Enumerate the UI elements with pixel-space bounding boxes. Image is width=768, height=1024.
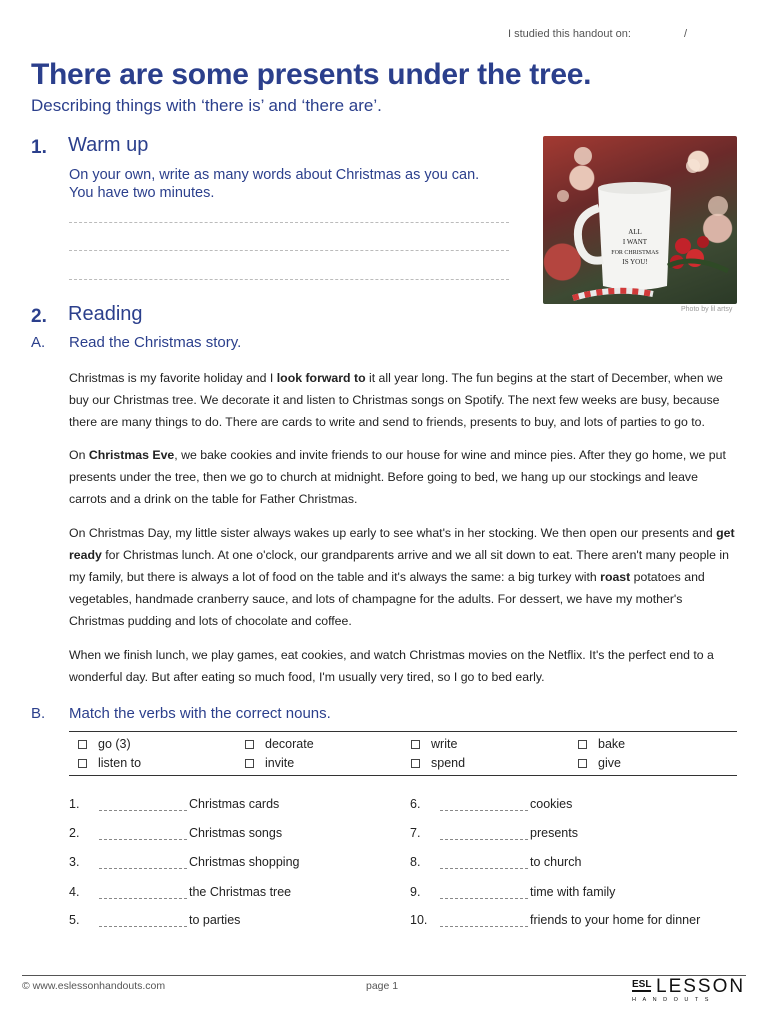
story-paragraph-3 <box>69 522 737 632</box>
verb-option[interactable] <box>78 737 131 751</box>
footer-website[interactable]: © www.eslessonhandouts.com <box>22 980 166 992</box>
item-noun: Christmas songs <box>189 826 283 840</box>
answer-blank[interactable] <box>440 898 528 899</box>
instruction-line-2: You have two minutes. <box>69 185 215 201</box>
verb-bank <box>69 731 737 776</box>
esl-lesson-handouts-logo <box>632 976 746 1006</box>
answer-blank[interactable] <box>440 810 528 811</box>
page-number: page 1 <box>366 980 399 992</box>
item-noun: cookies <box>530 797 573 811</box>
item-number: 8. <box>410 855 421 869</box>
story-text: potatoes and vegetables, handmade cranberry sauce, and lots of champagne for the adults. For dessert, we have my mother's Christmas pudding and lots of chocolate and coffee. <box>69 570 705 628</box>
story-bold-phrase: get ready <box>69 526 735 562</box>
item-noun: time with family <box>530 885 616 899</box>
item-noun: presents <box>530 826 578 840</box>
part-b-letter: B. <box>31 705 46 722</box>
item-number: 3. <box>69 855 80 869</box>
item-number: 10. <box>410 913 428 927</box>
verb-option[interactable] <box>245 737 314 751</box>
checkbox-icon[interactable] <box>245 759 254 768</box>
verb-option[interactable] <box>411 756 465 770</box>
verb-option[interactable] <box>578 756 621 770</box>
item-number: 1. <box>69 797 80 811</box>
date-slash: / <box>684 28 688 40</box>
warm-up-instruction <box>69 166 539 202</box>
studied-label: I studied this handout on: <box>508 28 631 40</box>
page-subtitle: Describing things with ‘there is’ and ‘there are’. <box>31 96 382 115</box>
logo-handouts: HANDOUTS <box>632 997 715 1003</box>
answer-line-2[interactable] <box>69 250 509 251</box>
mug-text-1: ALL <box>628 228 642 236</box>
checkbox-icon[interactable] <box>411 740 420 749</box>
story-text: for Christmas lunch. At one o'clock, our grandparents arrive and we all sit down to eat. There aren't many people in my family, but there is always a lot of food on the table and it's always the same: a big turkey with <box>69 548 729 584</box>
photo-credit: Photo by lil artsy <box>681 306 733 313</box>
story-bold-phrase: look forward to <box>276 371 366 385</box>
mug-text-3: FOR CHRISTMAS <box>611 250 659 256</box>
checkbox-icon[interactable] <box>78 759 87 768</box>
section-1-number: 1. <box>31 137 47 158</box>
part-a-title: Read the Christmas story. <box>69 334 242 351</box>
answer-blank[interactable] <box>99 898 187 899</box>
answer-blank[interactable] <box>99 868 187 869</box>
instruction-line-1: On your own, write as many words about Christmas as you can. <box>69 167 480 183</box>
item-number: 7. <box>410 826 421 840</box>
logo-esl: ESL <box>632 979 652 990</box>
checkbox-icon[interactable] <box>245 740 254 749</box>
page-title: There are some presents under the tree. <box>31 58 592 91</box>
verb-option[interactable] <box>578 737 625 751</box>
part-b-title: Match the verbs with the correct nouns. <box>69 705 331 722</box>
answer-blank[interactable] <box>440 926 528 927</box>
verb-label: go (3) <box>98 737 131 751</box>
answer-line-3[interactable] <box>69 279 509 280</box>
verb-label: give <box>598 756 621 770</box>
verb-option[interactable] <box>245 756 294 770</box>
item-noun: Christmas cards <box>189 797 280 811</box>
checkbox-icon[interactable] <box>578 740 587 749</box>
story-text: , we bake cookies and invite friends to our house for wine and mince pies. After they go home, we put presents under the tree, then we go to church at midnight. Before going to bed, we hang up our stockings and leave carrots and a drink on the table for Father Christmas. <box>69 448 726 506</box>
item-noun: friends to your home for dinner <box>530 913 701 927</box>
item-number: 5. <box>69 913 80 927</box>
checkbox-icon[interactable] <box>578 759 587 768</box>
story-text: Christmas is my favorite holiday and I <box>69 371 277 385</box>
item-number: 2. <box>69 826 80 840</box>
item-noun: to parties <box>189 913 241 927</box>
item-noun: Christmas shopping <box>189 855 300 869</box>
story-text: On <box>69 448 89 462</box>
story-paragraph-2 <box>69 444 737 510</box>
logo-lesson: LESSON <box>656 976 746 997</box>
verb-label: spend <box>431 756 466 770</box>
story-text: On Christmas Day, my little sister always wakes up early to see what's in her stocking. We then open our presents and <box>69 526 717 540</box>
answer-blank[interactable] <box>440 839 528 840</box>
item-number: 9. <box>410 885 421 899</box>
checkbox-icon[interactable] <box>78 740 87 749</box>
part-a-letter: A. <box>31 334 46 351</box>
item-noun: to church <box>530 855 582 869</box>
item-number: 4. <box>69 885 80 899</box>
mug-text-4: IS YOU! <box>622 258 648 266</box>
section-2-number: 2. <box>31 306 47 327</box>
answer-blank[interactable] <box>99 839 187 840</box>
verb-label: invite <box>265 756 295 770</box>
verb-label: listen to <box>98 756 142 770</box>
verb-label: write <box>431 737 458 751</box>
verb-option[interactable] <box>411 737 457 751</box>
story-text: it all year long. The fun begins at the start of December, when we buy our Christmas tree. We decorate it and listen to Christmas songs on Spotify. The next few weeks are busy, because there are many things to do. There are cards to write and send to friends, presents to buy, and lots of parties to go to. <box>69 371 723 429</box>
story-paragraph-4: When we finish lunch, we play games, eat cookies, and watch Christmas movies on the Netflix. It's the perfect end to a wonderful day. But after eating so much food, I'm usually very tired, so I go to bed early. <box>69 648 714 684</box>
verb-option[interactable] <box>78 756 141 770</box>
answer-line-1[interactable] <box>69 222 509 223</box>
studied-date-field <box>508 28 688 40</box>
verb-label: bake <box>598 737 626 751</box>
mug-text-2: I WANT <box>622 238 648 246</box>
mug-illustration <box>543 136 737 304</box>
answer-blank[interactable] <box>440 868 528 869</box>
answer-blank[interactable] <box>99 810 187 811</box>
verb-label: decorate <box>265 737 314 751</box>
story-paragraph-1 <box>69 367 737 433</box>
section-1-title: Warm up <box>68 134 149 156</box>
christmas-mug-photo <box>543 136 737 304</box>
item-number: 6. <box>410 797 421 811</box>
story-bold-phrase: roast <box>600 570 631 584</box>
checkbox-icon[interactable] <box>411 759 420 768</box>
item-noun: the Christmas tree <box>189 885 292 899</box>
story-bold-phrase: Christmas Eve <box>88 448 175 462</box>
answer-blank[interactable] <box>99 926 187 927</box>
section-2-title: Reading <box>68 303 143 325</box>
